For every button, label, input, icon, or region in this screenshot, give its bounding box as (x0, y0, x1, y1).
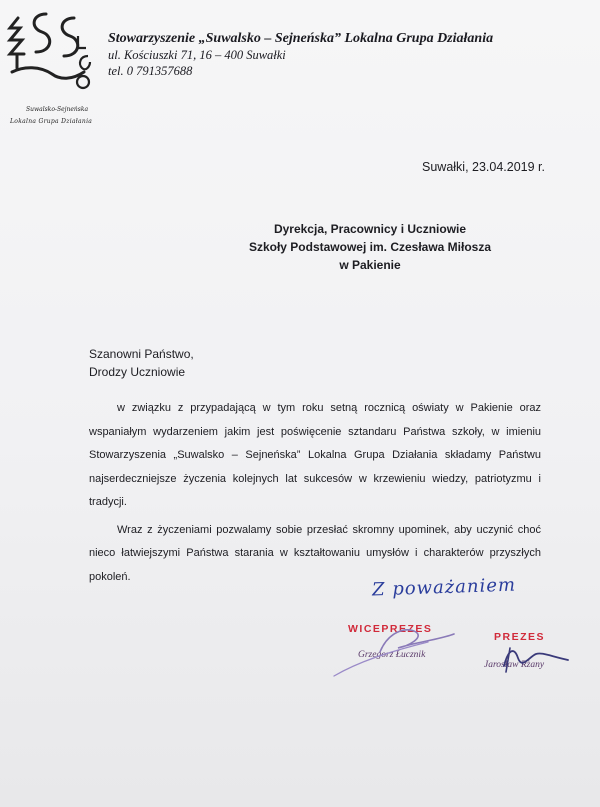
organization-name: Stowarzyszenie „Suwalsko – Sejneńska” Lokalna Grupa Działania (108, 31, 494, 46)
logo-caption-name: Suwalsko-Sejneńska (26, 106, 89, 113)
president-signature-icon (480, 636, 580, 686)
president-name: Jarosław Rżany (484, 660, 545, 670)
closing-handwritten: Z poważaniem (371, 574, 517, 601)
logo-caption-group: Lokalna Grupa Działania (10, 118, 93, 125)
vice-president-stamp-role: WICEPREZES (348, 623, 433, 635)
vice-president-signature-icon (328, 612, 458, 682)
recipient-line: Szkoły Podstawowej im. Czesława Miłosza (248, 240, 492, 254)
organization-logo (4, 6, 94, 131)
recipient-line: w Pakienie (339, 258, 401, 272)
president-stamp-role: PREZES (494, 631, 546, 643)
vice-president-name: Grzegorz Łucznik (358, 650, 426, 660)
recipient-line: Dyrekcja, Pracownicy i Uczniowie (273, 222, 467, 236)
body-paragraph: w związku z przypadającą w tym roku setną rocznicą oświaty w Pakienie oraz wspaniałym wydarzeniem jakim jest poświęcenie sztandaru Państwa szkoły, w imieniu Stowarzyszenia „Suwalsko – Sejneńska” Lokalna Grupa Działania składamy Państwu najserdeczniejsze życzenia kolejnych lat sukcesów w krzewieniu wiedzy, patriotyzmu i tradycji. (89, 402, 541, 508)
organization-phone: tel. 0 791357688 (108, 64, 193, 78)
lgd-logo-icon (4, 6, 94, 106)
letter-date: Suwałki, 23.04.2019 r. (422, 160, 545, 174)
recipient-block (220, 220, 520, 274)
salutation-line: Drodzy Uczniowie (89, 365, 186, 379)
letter-body (89, 397, 541, 589)
salutation (89, 345, 194, 381)
salutation-line: Szanowni Państwo, (89, 347, 194, 361)
body-paragraph: Wraz z życzeniami pozwalamy sobie przesłać skromny upominek, aby uczynić choć nieco łatwiejszymi Państwa starania w kształtowaniu umysłów i charakterów przyszłych pokoleń. (89, 523, 541, 583)
letterhead (108, 31, 493, 79)
organization-address: ul. Kościuszki 71, 16 – 400 Suwałki (108, 48, 286, 62)
